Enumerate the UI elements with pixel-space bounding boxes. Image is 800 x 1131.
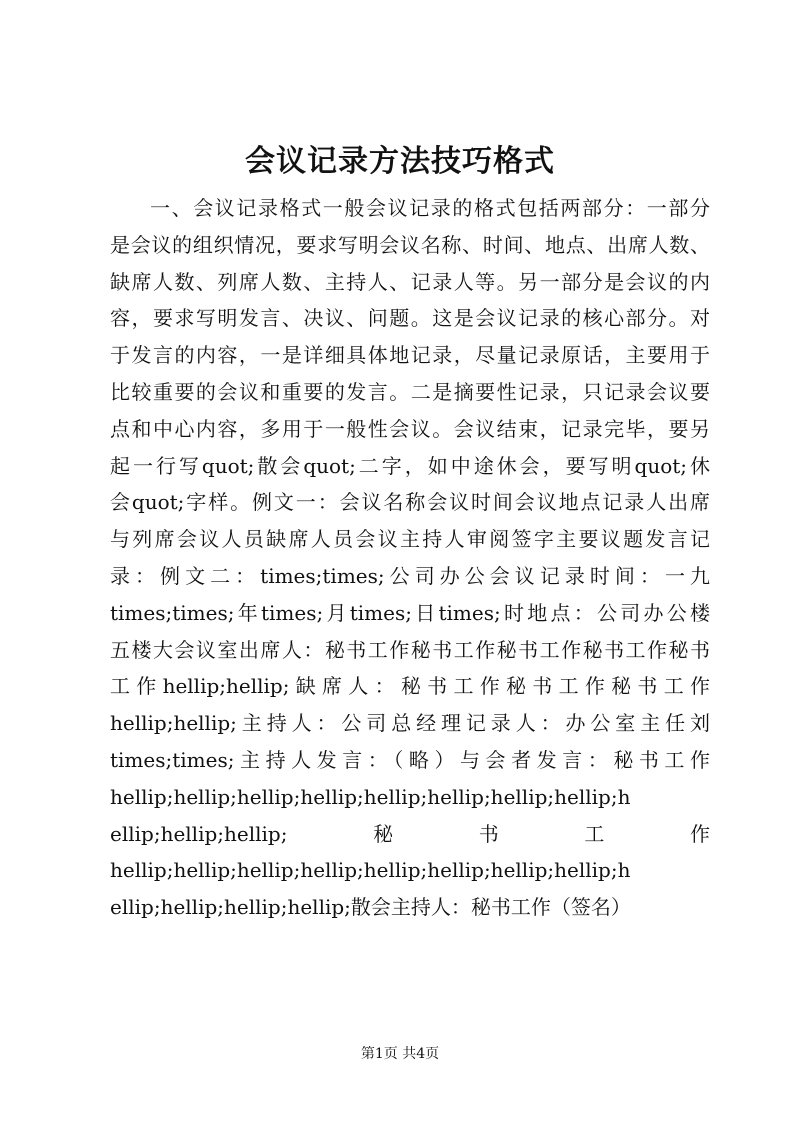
body-line: 是会议的组织情况，要求写明会议名称、时间、地点、出席人数、 [110,232,710,257]
body-line: 比较重要的会议和重要的发言。二是摘要性记录，只记录会议要 [110,379,710,404]
body-line: ellip;hellip;hellip;hellip;散会主持人：秘书工作（签名） [110,895,631,920]
body-line: hellip;hellip;主持人：公司总经理记录人：办公室主任刘 [110,711,710,736]
body-line: 点和中心内容，多用于一般性会议。会议结束，记录完毕，要另 [110,416,710,441]
body-line: hellip;hellip;hellip;hellip;hellip;hellip;hellip;hellip;h [110,784,631,809]
body-line: 五楼大会议室出席人：秘书工作秘书工作秘书工作秘书工作秘书 [110,637,710,662]
body-line: 与列席会议人员缺席人员会议主持人审阅签字主要议题发言记 [110,527,710,552]
body-line: ellip;hellip;hellip; 秘 书 工 作 [110,821,710,846]
body-line: 录：例文二：times;times;公司办公会议记录时间：一九 [110,563,710,588]
document-title: 会议记录方法技巧格式 [245,144,555,179]
document-body [110,190,710,926]
page-footer: 第1页 共4页 [360,1046,440,1062]
body-line: 容，要求写明发言、决议、问题。这是会议记录的核心部分。对 [110,306,710,331]
body-line: 一、会议记录格式一般会议记录的格式包括两部分：一部分 [150,196,710,220]
body-line: 缺席人数、列席人数、主持人、记录人等。另一部分是会议的内 [110,269,710,294]
body-line: 起一行写quot;散会quot;二字，如中途休会，要写明quot;休 [110,453,710,478]
body-line: hellip;hellip;hellip;hellip;hellip;hellip;hellip;hellip;h [110,858,631,883]
body-line: times;times;主持人发言：（略）与会者发言：秘书工作 [110,747,710,772]
body-line: times;times;年times;月times;日times;时地点：公司办公楼 [110,600,710,625]
body-line: 工作hellip;hellip;缺席人：秘书工作秘书工作秘书工作 [110,674,710,699]
body-line: 于发言的内容，一是详细具体地记录，尽量记录原话，主要用于 [110,343,710,368]
body-line: 会quot;字样。例文一：会议名称会议时间会议地点记录人出席 [110,490,710,515]
